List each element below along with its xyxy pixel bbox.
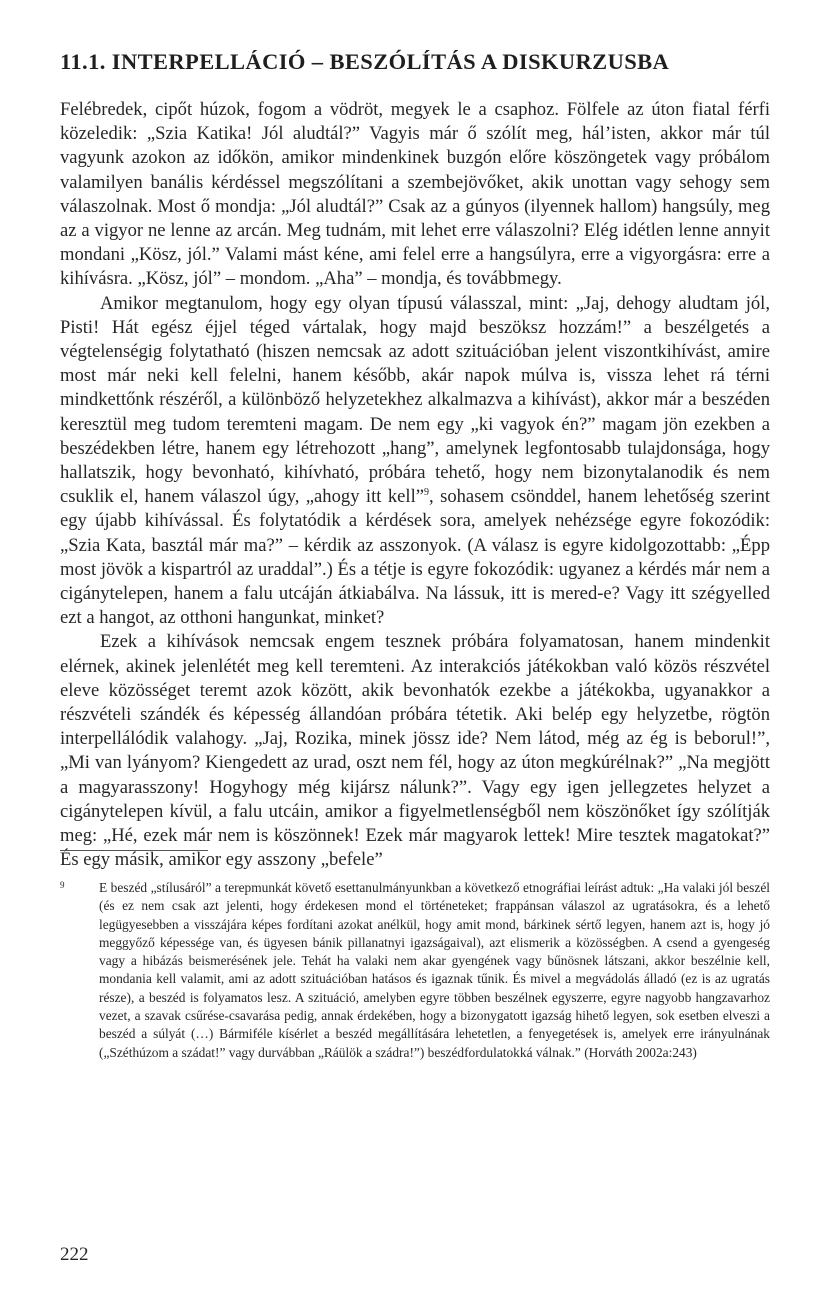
footnote-area (60, 850, 770, 1062)
footnote-mark: 9 (60, 880, 65, 890)
paragraph-1 (60, 98, 770, 292)
section-heading: 11.1. INTERPELLÁCIÓ – BESZÓLÍTÁS A DISKURZUSBA (60, 49, 670, 74)
paragraph-text: Ezek a kihívások nemcsak engem tesznek próbára folyamatosan, hanem mindenkit elérnek, akinek jelenlétét meg kell teremteni. Az interakciós játékokban való közös részvétel eleve közösséget teremt azok között, akik bevonhatók ezekbe a játékokba, ugyanakkor a részvételi szándék és képesség állandóan próbára tétetik. Aki belép egy helyzetbe, rögtön interpellálódik valahogy. „Jaj, Rozika, minek jössz ide? Nem látod, még az ég is beborul!”, „Mi van lyányom? Kiengedett az urad, oszt nem fél, hogy az úton megkúrélnak?” „Na megjött a magyarasszony! Hogyhogy még kijársz nálunk?”. Vagy egy igen jellegzetes helyzet a cigánytelepen kívül, a falu utcáin, amikor a figyelmetlenségből nem köszönőket így szólítják meg: „Hé, ezek már nem is köszönnek! Ezek már magyarok lettek! Mire tesztek magatokat?” És egy másik, amikor egy asszony „befele” (60, 631, 770, 871)
paragraph-2 (60, 292, 770, 631)
footnote-reference[interactable]: 9 (424, 487, 430, 499)
body-text (60, 98, 770, 873)
page-content (60, 48, 770, 873)
paragraph-text: , sohasem csönddel, hanem lehetőség szerint egy újabb kihívással. És folytatódik a kérdések sora, amelyek nehézsége egyre fokozódik: „Szia Kata, basztál már ma?” – kérdik az asszonyok. (A válasz is egyre kidolgozottabb: „Épp most jövök a kispartról az uraddal”.) És a tétje is egyre fokozódik: ugyanez a kérdés már nem a cigánytelepen, hanem a falu utcáján átkiabálva. Na lássuk, itt is mered-e? Vagy itt szégyelled ezt a hangot, az otthoni hangunkat, minket? (60, 486, 770, 629)
footnote-divider (60, 850, 208, 851)
footnote-text: E beszéd „stílusáról” a terepmunkát követő esettanulmányunkban a következő etnográfiai leírást adtuk: „Ha valaki jól beszél (és ez nem csak azt jelenti, hogy érdekesen mond el történeteket; frappánsan válaszol az ugratásokra, és a lehető legügyesebben a visszájára képes fordítani azokat anélkül, hogy amit mond, bárkinek sértő legyen, hanem azt is, hogy jó meggyőző képessége van, és ügyesen bánik pillanatnyi igazságaival), azt elismerik a közösségben. A csend a gyengeség vagy a hibázás beismerésének jele. Tehát ha valaki nem akar gyengének vagy bűnösnek látszani, akkor beszélnie kell, mondania kell valamit, ami az adott szituációban hatásos és igaznak tűnik. És mivel a megvádolás álladó (ez is az ugratás része), a beszéd is folyamatos lesz. A szituáció, amelyben egyre többen beszélnek egyszerre, egyre nagyobb hangzavarhoz vezet, a szavak csűrése-csavarása pedig, annak érdekében, hogy a bizonygatott igazság hihető legyen, sok esetben elveszi a beszéd a súlyát (…) Bármiféle kísérlet a beszéd megállítására lehetetlen, a fenyegetések is, amelyek erre irányulnának („Széthúzom a szádat!” vagy durvábban „Ráülök a szádra!”) beszédfordulatokká válnak.” (Horváth 2002a:243) (99, 880, 770, 1060)
page-number: 222 (60, 1244, 89, 1265)
paragraph-3 (60, 630, 770, 872)
footnote-9 (60, 879, 770, 1062)
paragraph-text: Felébredek, cipőt húzok, fogom a vödröt, megyek le a csaphoz. Fölfele az úton fiatal férfi közeledik: „Szia Katika! Jól aludtál?” Vagyis már ő szólít meg, hál’isten, akkor már túl vagyunk azokon az időkön, amikor mindenkinek buzgón előre köszöngetek vagy próbálom valamilyen banális kérdéssel megszólítani a szembejövőket, akik unottan vagy sehogy sem válaszolnak. Most ő mondja: „Jól aludtál?” Csak az a gúnyos (ilyennek hallom) hangsúly, meg az a vigyor ne lenne az arcán. Meg tudnám, mit lehet erre válaszolni? Elég idétlen lenne annyit mondani „Kösz, jól.” Valami mást kéne, ami felel erre a hangsúlyra, erre a vigyorgásra: erre a kihívásra. „Kösz, jól” – mondom. „Aha” – mondja, és továbbmegy. (60, 99, 770, 290)
paragraph-text: Amikor megtanulom, hogy egy olyan típusú válasszal, mint: „Jaj, dehogy aludtam jól, Pisti! Hát egész éjjel téged vártalak, hogy majd beszöksz hozzám!” a beszélgetés a végtelenségig folytatható (hiszen nemcsak az adott szituációban jelent viszontkihívást, amire most már neki kell felelni, hanem később, akár napok múlva is, vissza lehet rá térni mindkettőnk részéről, a különböző helyzetekhez alkalmazva a kihívást), akkor már a beszéden keresztül meg tudom teremteni magam. De nem egy „ki vagyok én?” magam jön ezekben a beszédekben létre, hanem egy létrehozott „hang”, amelynek legfontosabb tulajdonsága, hogy hallatszik, hogy bevonható, kihívható, próbára tehető, hogy nem bizonytalanodik és nem csuklik el, hanem válaszol úgy, „ahogy itt kell” (60, 292, 770, 508)
